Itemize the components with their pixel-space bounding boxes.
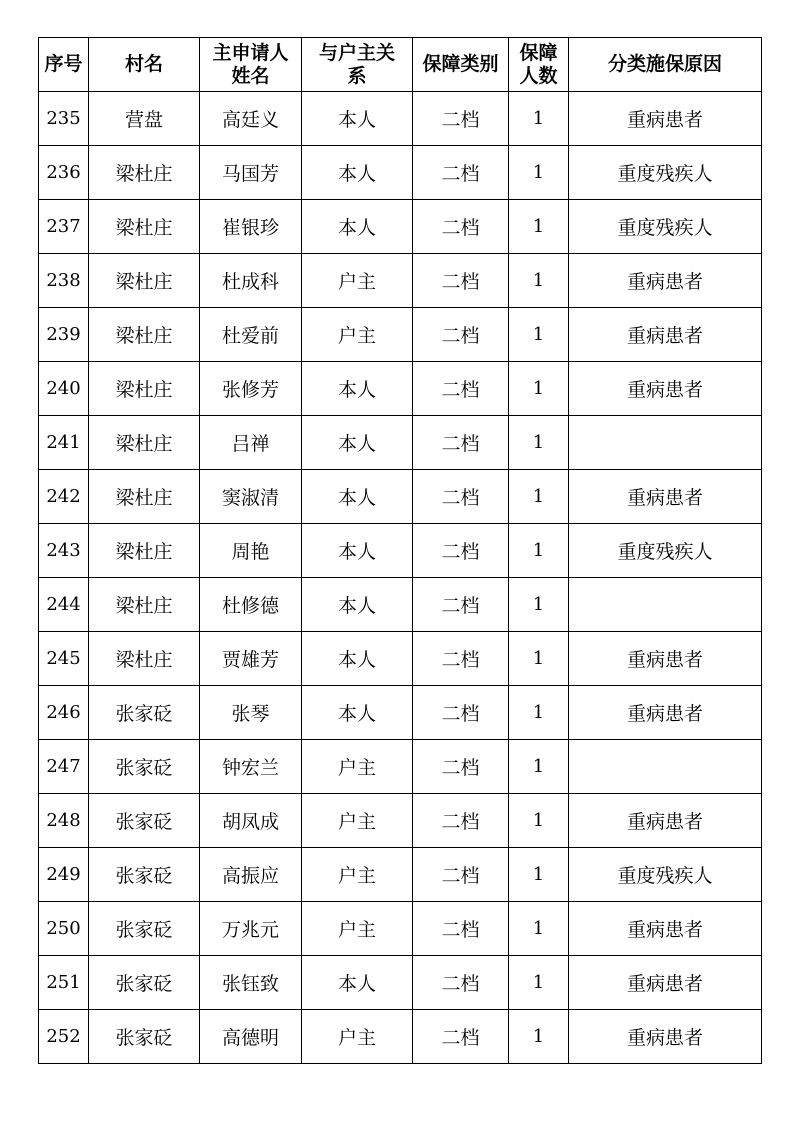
cell-reason: 重度残疾人 [569,146,762,200]
cell-category: 二档 [413,416,509,470]
cell-id: 242 [39,470,89,524]
table-row [39,686,762,740]
cell-category: 二档 [413,524,509,578]
cell-village: 张家砭 [89,686,200,740]
table-row [39,146,762,200]
cell-id: 236 [39,146,89,200]
cell-relation: 本人 [302,362,413,416]
table-body [39,92,762,1064]
header-label: 保障 人数 [519,41,558,87]
cell-name: 杜成科 [200,254,302,308]
cell-name: 高德明 [200,1010,302,1064]
cell-reason: 重度残疾人 [569,200,762,254]
cell-relation: 户主 [302,902,413,956]
cell-name: 张修芳 [200,362,302,416]
cell-name: 崔银珍 [200,200,302,254]
cell-village: 梁杜庄 [89,254,200,308]
cell-id: 240 [39,362,89,416]
cell-name: 万兆元 [200,902,302,956]
cell-category: 二档 [413,956,509,1010]
cell-category: 二档 [413,794,509,848]
cell-count: 1 [509,92,569,146]
cell-category: 二档 [413,686,509,740]
header-label: 主申请人 姓名 [212,41,289,87]
cell-reason: 重病患者 [569,362,762,416]
cell-village: 张家砭 [89,902,200,956]
cell-village: 张家砭 [89,740,200,794]
cell-reason [569,578,762,632]
table-row [39,200,762,254]
cell-relation: 本人 [302,470,413,524]
table-row [39,1010,762,1064]
cell-name: 吕禅 [200,416,302,470]
cell-count: 1 [509,794,569,848]
cell-village: 梁杜庄 [89,524,200,578]
cell-relation: 户主 [302,848,413,902]
cell-name: 高廷义 [200,92,302,146]
cell-village: 营盘 [89,92,200,146]
cell-id: 243 [39,524,89,578]
header-cell-id [39,38,89,92]
table-row [39,632,762,686]
cell-category: 二档 [413,848,509,902]
cell-id: 238 [39,254,89,308]
table-row [39,578,762,632]
table-row [39,848,762,902]
header-label: 序号 [44,53,83,75]
cell-relation: 户主 [302,308,413,362]
cell-relation: 户主 [302,740,413,794]
cell-name: 贾雄芳 [200,632,302,686]
cell-relation: 户主 [302,254,413,308]
cell-village: 张家砭 [89,956,200,1010]
cell-count: 1 [509,632,569,686]
table-row [39,308,762,362]
cell-village: 张家砭 [89,848,200,902]
cell-count: 1 [509,848,569,902]
table-row [39,794,762,848]
cell-village: 张家砭 [89,794,200,848]
cell-id: 244 [39,578,89,632]
cell-count: 1 [509,308,569,362]
cell-id: 245 [39,632,89,686]
cell-reason: 重病患者 [569,794,762,848]
table-row [39,902,762,956]
header-label: 分类施保原因 [607,53,722,75]
cell-relation: 户主 [302,794,413,848]
cell-id: 239 [39,308,89,362]
assistance-table [38,37,762,1064]
cell-name: 马国芳 [200,146,302,200]
cell-count: 1 [509,902,569,956]
cell-name: 张钰致 [200,956,302,1010]
table-row [39,254,762,308]
cell-id: 250 [39,902,89,956]
cell-relation: 户主 [302,1010,413,1064]
cell-id: 235 [39,92,89,146]
header-cell-village [89,38,200,92]
cell-reason: 重病患者 [569,902,762,956]
cell-village: 梁杜庄 [89,308,200,362]
cell-category: 二档 [413,362,509,416]
cell-id: 246 [39,686,89,740]
cell-id: 241 [39,416,89,470]
cell-village: 张家砭 [89,1010,200,1064]
cell-category: 二档 [413,92,509,146]
cell-name: 窦淑清 [200,470,302,524]
cell-count: 1 [509,686,569,740]
cell-name: 杜爱前 [200,308,302,362]
cell-relation: 本人 [302,146,413,200]
cell-category: 二档 [413,1010,509,1064]
cell-category: 二档 [413,632,509,686]
cell-count: 1 [509,1010,569,1064]
cell-village: 梁杜庄 [89,416,200,470]
cell-reason [569,740,762,794]
table-row [39,416,762,470]
cell-category: 二档 [413,470,509,524]
cell-reason: 重度残疾人 [569,524,762,578]
cell-reason: 重病患者 [569,1010,762,1064]
header-cell-count [509,38,569,92]
cell-count: 1 [509,956,569,1010]
header-label: 保障类别 [422,53,499,75]
cell-id: 237 [39,200,89,254]
cell-relation: 本人 [302,416,413,470]
cell-name: 钟宏兰 [200,740,302,794]
cell-name: 胡凤成 [200,794,302,848]
cell-reason: 重病患者 [569,956,762,1010]
cell-name: 高振应 [200,848,302,902]
cell-reason: 重病患者 [569,254,762,308]
table-row [39,470,762,524]
table-row [39,524,762,578]
cell-name: 张琴 [200,686,302,740]
cell-count: 1 [509,524,569,578]
cell-relation: 本人 [302,686,413,740]
cell-id: 251 [39,956,89,1010]
cell-id: 252 [39,1010,89,1064]
cell-village: 梁杜庄 [89,578,200,632]
table-row [39,362,762,416]
cell-relation: 本人 [302,92,413,146]
cell-name: 周艳 [200,524,302,578]
header-cell-relation [302,38,413,92]
cell-village: 梁杜庄 [89,632,200,686]
cell-count: 1 [509,254,569,308]
cell-category: 二档 [413,200,509,254]
cell-count: 1 [509,200,569,254]
cell-reason: 重病患者 [569,308,762,362]
header-row [39,38,762,92]
cell-category: 二档 [413,146,509,200]
cell-id: 247 [39,740,89,794]
cell-village: 梁杜庄 [89,470,200,524]
cell-count: 1 [509,470,569,524]
cell-village: 梁杜庄 [89,200,200,254]
cell-id: 248 [39,794,89,848]
cell-count: 1 [509,416,569,470]
cell-relation: 本人 [302,200,413,254]
cell-category: 二档 [413,308,509,362]
cell-count: 1 [509,146,569,200]
table-row [39,740,762,794]
cell-count: 1 [509,578,569,632]
cell-reason: 重度残疾人 [569,848,762,902]
cell-reason [569,416,762,470]
cell-count: 1 [509,740,569,794]
cell-id: 249 [39,848,89,902]
cell-reason: 重病患者 [569,470,762,524]
cell-category: 二档 [413,740,509,794]
header-cell-reason [569,38,762,92]
cell-count: 1 [509,362,569,416]
cell-relation: 本人 [302,578,413,632]
cell-reason: 重病患者 [569,686,762,740]
cell-relation: 本人 [302,524,413,578]
cell-name: 杜修德 [200,578,302,632]
cell-category: 二档 [413,902,509,956]
cell-village: 梁杜庄 [89,146,200,200]
header-cell-name [200,38,302,92]
cell-relation: 本人 [302,632,413,686]
cell-village: 梁杜庄 [89,362,200,416]
header-label: 村名 [124,53,163,75]
cell-reason: 重病患者 [569,92,762,146]
table-row [39,92,762,146]
cell-category: 二档 [413,254,509,308]
table-row [39,956,762,1010]
header-label: 与户主关 系 [318,41,395,87]
cell-reason: 重病患者 [569,632,762,686]
header-cell-category [413,38,509,92]
cell-relation: 本人 [302,956,413,1010]
cell-category: 二档 [413,578,509,632]
